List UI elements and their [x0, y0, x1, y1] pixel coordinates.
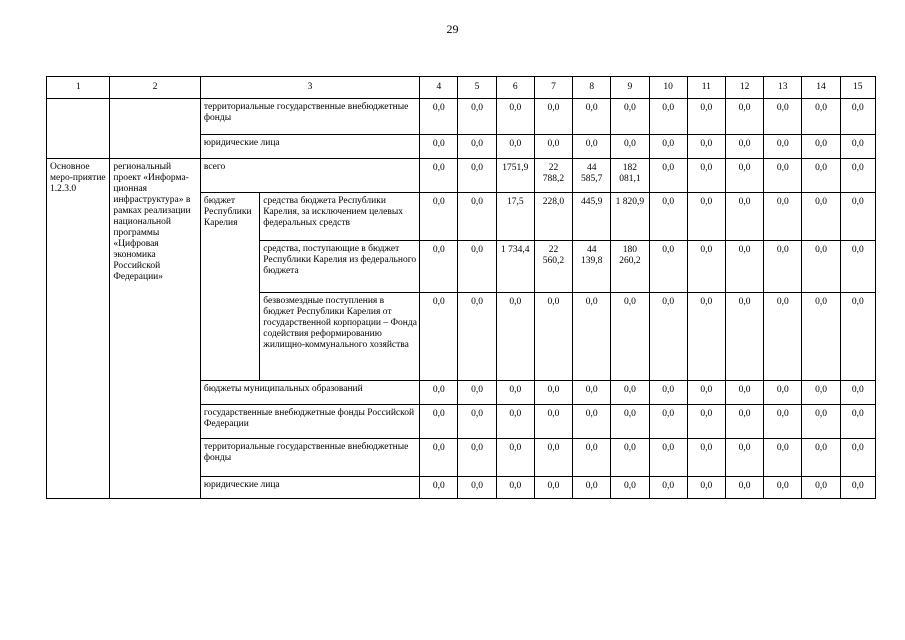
page-number: 29 [446, 22, 459, 36]
value-cell: 0,0 [534, 381, 572, 405]
value-cell: 0,0 [649, 99, 687, 135]
value-cell: 0,0 [420, 381, 458, 405]
column-number: 7 [534, 77, 572, 99]
column-number: 13 [764, 77, 802, 99]
column-number-row [47, 77, 876, 99]
value-cell: 180 260,2 [611, 241, 649, 293]
value-cell: 0,0 [420, 241, 458, 293]
value-cell: 0,0 [611, 405, 649, 439]
column-number: 1 [47, 77, 110, 99]
value-cell: 0,0 [534, 477, 572, 499]
value-cell: 0,0 [458, 193, 496, 241]
value-cell: 0,0 [458, 159, 496, 193]
value-cell: 0,0 [573, 405, 611, 439]
value-cell: 0,0 [573, 477, 611, 499]
value-cell: 0,0 [802, 477, 840, 499]
value-cell: 0,0 [687, 477, 725, 499]
value-cell: 0,0 [649, 439, 687, 477]
row-label: всего [200, 159, 419, 193]
value-cell: 0,0 [611, 477, 649, 499]
budget-group-label: бюджет Республики Карелия [200, 193, 259, 381]
value-cell: 0,0 [687, 241, 725, 293]
value-cell: 0,0 [840, 381, 875, 405]
value-cell: 0,0 [573, 439, 611, 477]
value-cell: 228,0 [534, 193, 572, 241]
value-cell: 0,0 [496, 135, 534, 159]
value-cell: 0,0 [840, 241, 875, 293]
value-cell: 0,0 [725, 293, 763, 381]
value-cell: 0,0 [534, 293, 572, 381]
empty-cell [110, 99, 201, 159]
value-cell: 0,0 [420, 405, 458, 439]
value-cell: 0,0 [573, 99, 611, 135]
value-cell: 44 139,8 [573, 241, 611, 293]
value-cell: 0,0 [802, 99, 840, 135]
column-number: 4 [420, 77, 458, 99]
value-cell: 0,0 [496, 381, 534, 405]
value-cell: 0,0 [802, 439, 840, 477]
value-cell: 0,0 [764, 193, 802, 241]
value-cell: 1751,9 [496, 159, 534, 193]
value-cell: 0,0 [725, 99, 763, 135]
value-cell: 0,0 [496, 477, 534, 499]
value-cell: 0,0 [534, 405, 572, 439]
value-cell: 0,0 [687, 381, 725, 405]
value-cell: 0,0 [420, 477, 458, 499]
value-cell: 0,0 [840, 193, 875, 241]
column-number: 2 [110, 77, 201, 99]
project-name: региональный проект «Информа-ционная инфраструктура» в рамках реализации национальной программы «Цифровая экономика Российской Федерации» [110, 159, 201, 499]
row-label: юридические лица [200, 477, 419, 499]
row-label: бюджеты муниципальных образований [200, 381, 419, 405]
column-number: 6 [496, 77, 534, 99]
value-cell: 17,5 [496, 193, 534, 241]
value-cell: 0,0 [840, 99, 875, 135]
value-cell: 0,0 [764, 293, 802, 381]
column-number: 5 [458, 77, 496, 99]
value-cell: 44 585,7 [573, 159, 611, 193]
column-number: 3 [200, 77, 419, 99]
row-label: территориальные государственные внебюджетные фонды [200, 439, 419, 477]
value-cell: 0,0 [802, 241, 840, 293]
value-cell: 0,0 [420, 135, 458, 159]
value-cell: 0,0 [420, 193, 458, 241]
value-cell: 0,0 [687, 193, 725, 241]
value-cell: 0,0 [611, 381, 649, 405]
value-cell: 0,0 [687, 405, 725, 439]
value-cell: 0,0 [725, 241, 763, 293]
value-cell: 0,0 [802, 159, 840, 193]
value-cell: 0,0 [802, 135, 840, 159]
column-number: 14 [802, 77, 840, 99]
value-cell: 0,0 [802, 381, 840, 405]
column-number: 11 [687, 77, 725, 99]
value-cell: 0,0 [420, 439, 458, 477]
value-cell: 0,0 [840, 405, 875, 439]
value-cell: 0,0 [458, 293, 496, 381]
table-row [47, 99, 876, 135]
value-cell: 0,0 [725, 159, 763, 193]
value-cell: 0,0 [420, 293, 458, 381]
value-cell: 0,0 [687, 135, 725, 159]
value-cell: 1 734,4 [496, 241, 534, 293]
value-cell: 0,0 [458, 135, 496, 159]
value-cell: 0,0 [611, 439, 649, 477]
value-cell: 0,0 [649, 159, 687, 193]
value-cell: 0,0 [764, 159, 802, 193]
value-cell: 0,0 [649, 241, 687, 293]
row-label: государственные внебюджетные фонды Российской Федерации [200, 405, 419, 439]
value-cell: 0,0 [458, 381, 496, 405]
value-cell: 0,0 [764, 135, 802, 159]
value-cell: 445,9 [573, 193, 611, 241]
value-cell: 0,0 [802, 193, 840, 241]
value-cell: 0,0 [840, 293, 875, 381]
value-cell: 1 820,9 [611, 193, 649, 241]
value-cell: 0,0 [725, 135, 763, 159]
value-cell: 0,0 [687, 439, 725, 477]
row-label: средства бюджета Республики Карелия, за исключением целевых федеральных средств [260, 193, 420, 241]
column-number: 8 [573, 77, 611, 99]
row-label: средства, поступающие в бюджет Республики Карелия из федерального бюджета [260, 241, 420, 293]
value-cell: 0,0 [496, 99, 534, 135]
value-cell: 0,0 [458, 405, 496, 439]
value-cell: 0,0 [764, 99, 802, 135]
value-cell: 0,0 [764, 477, 802, 499]
value-cell: 0,0 [458, 241, 496, 293]
value-cell: 0,0 [764, 381, 802, 405]
column-number: 10 [649, 77, 687, 99]
value-cell: 0,0 [649, 135, 687, 159]
value-cell: 0,0 [649, 477, 687, 499]
value-cell: 0,0 [649, 405, 687, 439]
column-number: 9 [611, 77, 649, 99]
value-cell: 0,0 [458, 439, 496, 477]
value-cell: 0,0 [496, 293, 534, 381]
value-cell: 0,0 [611, 99, 649, 135]
value-cell: 0,0 [840, 439, 875, 477]
value-cell: 0,0 [534, 135, 572, 159]
value-cell: 0,0 [764, 439, 802, 477]
value-cell: 0,0 [534, 439, 572, 477]
row-label: юридические лица [200, 135, 419, 159]
value-cell: 0,0 [458, 477, 496, 499]
value-cell: 0,0 [420, 159, 458, 193]
value-cell: 0,0 [649, 193, 687, 241]
value-cell: 0,0 [420, 99, 458, 135]
row-label: безвозмездные поступления в бюджет Республики Карелия от государственной корпорации – Фонда содействия реформированию жилищно-коммунального хозяйства [260, 293, 420, 381]
value-cell: 0,0 [496, 405, 534, 439]
value-cell: 0,0 [725, 405, 763, 439]
value-cell: 0,0 [840, 159, 875, 193]
value-cell: 0,0 [802, 293, 840, 381]
value-cell: 0,0 [725, 193, 763, 241]
value-cell: 0,0 [534, 99, 572, 135]
value-cell: 22 788,2 [534, 159, 572, 193]
value-cell: 0,0 [764, 405, 802, 439]
value-cell: 0,0 [725, 381, 763, 405]
value-cell: 0,0 [573, 293, 611, 381]
value-cell: 0,0 [573, 381, 611, 405]
value-cell: 182 081,1 [611, 159, 649, 193]
value-cell: 0,0 [687, 293, 725, 381]
value-cell: 0,0 [764, 241, 802, 293]
financing-table [46, 76, 876, 499]
column-number: 12 [725, 77, 763, 99]
value-cell: 0,0 [687, 159, 725, 193]
value-cell: 0,0 [649, 293, 687, 381]
value-cell: 0,0 [802, 405, 840, 439]
value-cell: 0,0 [458, 99, 496, 135]
measure-name: Основное меро-приятие 1.2.3.0 [47, 159, 110, 499]
value-cell: 0,0 [573, 135, 611, 159]
value-cell: 0,0 [687, 99, 725, 135]
row-label: территориальные государственные внебюджетные фонды [200, 99, 419, 135]
value-cell: 0,0 [725, 439, 763, 477]
empty-cell [47, 99, 110, 159]
value-cell: 0,0 [611, 293, 649, 381]
value-cell: 0,0 [840, 135, 875, 159]
value-cell: 0,0 [840, 477, 875, 499]
value-cell: 0,0 [611, 135, 649, 159]
value-cell: 22 560,2 [534, 241, 572, 293]
table-row [47, 159, 876, 193]
value-cell: 0,0 [496, 439, 534, 477]
value-cell: 0,0 [649, 381, 687, 405]
value-cell: 0,0 [725, 477, 763, 499]
column-number: 15 [840, 77, 875, 99]
